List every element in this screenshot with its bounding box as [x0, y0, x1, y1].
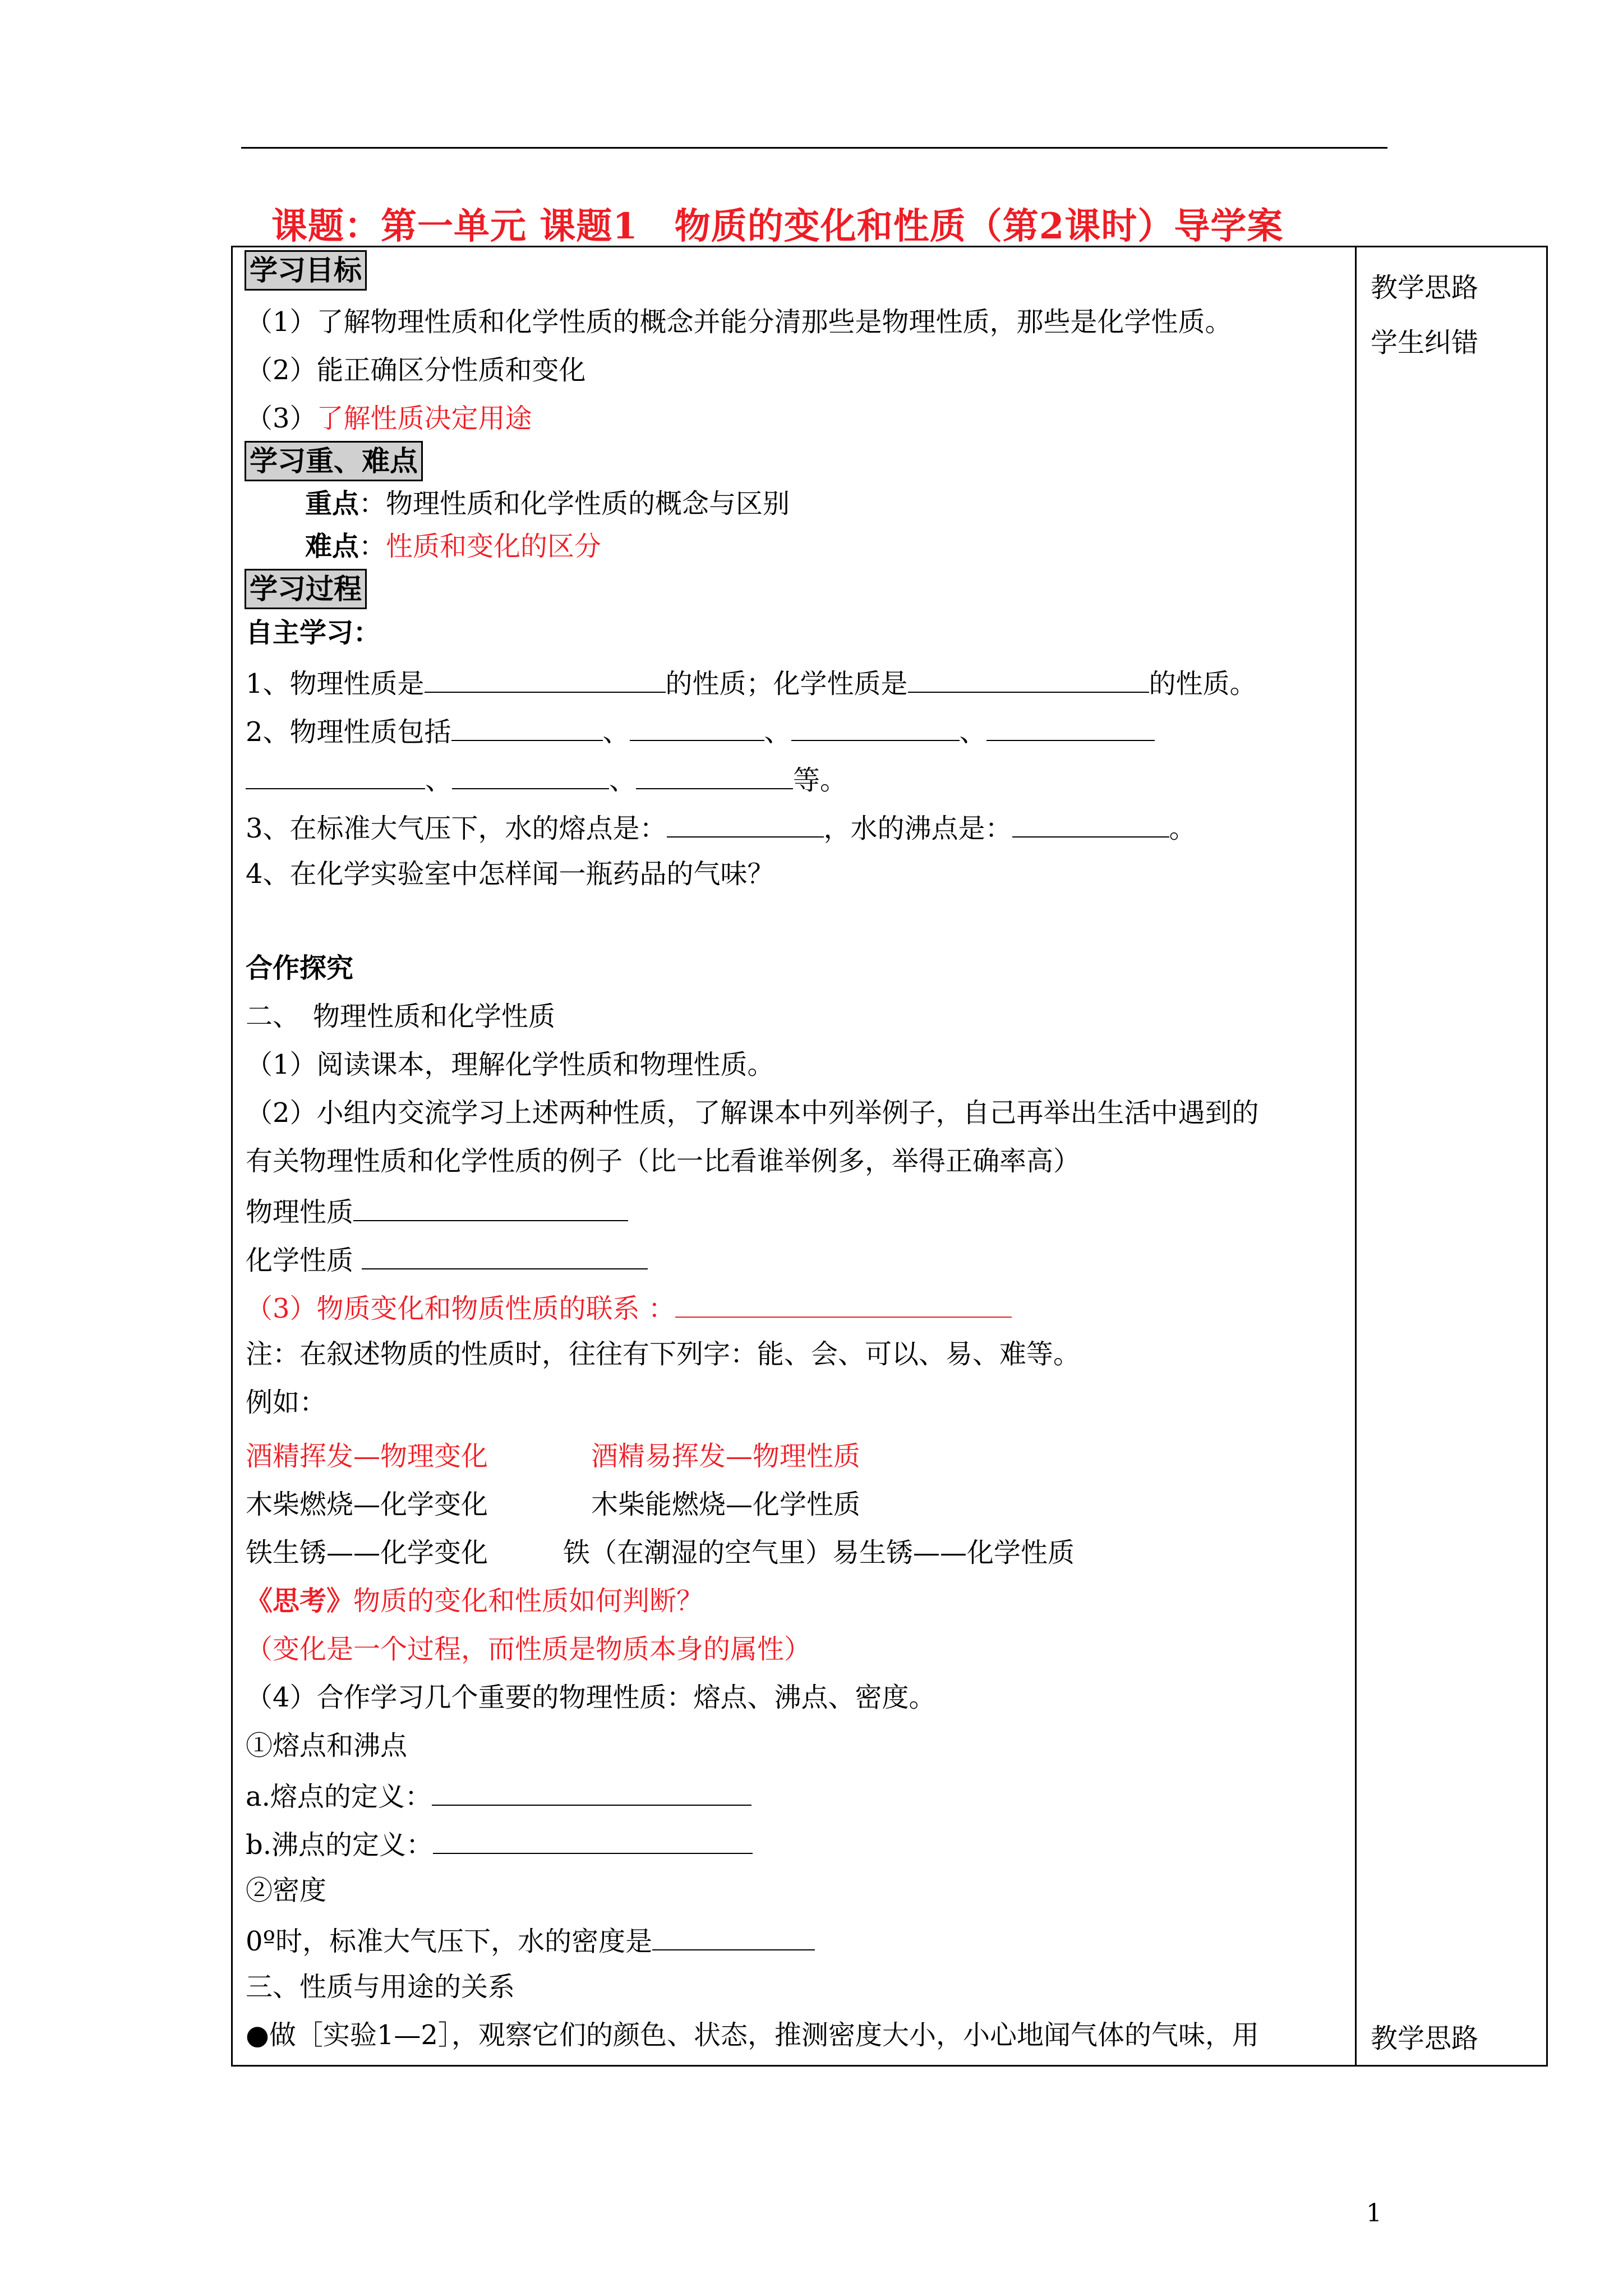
example-2-property: 木柴能燃烧—化学性质 — [591, 1489, 861, 1520]
coop-item-3-blank[interactable] — [675, 1292, 1012, 1318]
think-text: 物质的变化和性质如何判断？ — [353, 1585, 704, 1617]
key-point-text: 物理性质和化学性质的概念与区别 — [386, 488, 790, 519]
q3-blank-1[interactable] — [667, 812, 824, 838]
process-heading: 学习过程 — [245, 569, 367, 609]
q2-blank-6[interactable] — [452, 764, 609, 789]
coop-heading: 合作探究 — [246, 953, 354, 984]
example-1-change: 酒精挥发—物理变化 — [246, 1441, 488, 1472]
q2-blank-4[interactable] — [986, 716, 1155, 741]
q1-blank-1[interactable] — [425, 668, 666, 693]
q3-text-c: 。 — [1169, 813, 1196, 845]
goal-3 — [246, 405, 532, 432]
think-label: 《思考》 — [246, 1585, 354, 1617]
header-rule — [241, 147, 1387, 149]
self-study-heading: 自主学习： — [246, 617, 381, 648]
section-2-title: 二、 物理性质和化学性质 — [246, 1001, 556, 1032]
melting-point-blank[interactable] — [432, 1780, 751, 1806]
table-column-divider — [1355, 246, 1357, 2067]
q2-sep-2: 、 — [764, 716, 791, 748]
melting-point-label: a.熔点的定义： — [246, 1781, 432, 1813]
melting-point-definition — [246, 1780, 751, 1813]
physical-property-label: 物理性质 — [246, 1197, 354, 1228]
section-3-title: 三、性质与用途的关系 — [246, 1971, 515, 2003]
example-2-change: 木柴燃烧—化学变化 — [246, 1489, 488, 1520]
keypoints-heading: 学习重、难点 — [245, 441, 423, 481]
q2-end: 等。 — [793, 765, 847, 797]
density-heading: ②密度 — [246, 1875, 327, 1906]
q3-text-b: ，水的沸点是： — [823, 813, 1012, 845]
example-3-property: 铁（在潮湿的空气里）易生锈——化学性质 — [563, 1537, 1075, 1568]
q3-blank-2[interactable] — [1012, 812, 1169, 838]
question-4: 4、在化学实验室中怎样闻一瓶药品的气味？ — [246, 858, 774, 890]
density-text: 0º时，标准大气压下，水的密度是 — [246, 1926, 653, 1958]
q2-blank-3[interactable] — [791, 716, 960, 741]
goal-2: （2）能正确区分性质和变化 — [246, 355, 586, 386]
physical-property-line — [246, 1196, 628, 1226]
example-1-property: 酒精易挥发—物理性质 — [591, 1441, 861, 1472]
example-3-change: 铁生锈——化学变化 — [246, 1537, 488, 1568]
side-note-teaching-idea-2: 教学思路 — [1371, 2023, 1479, 2054]
q1-text-a: 1、物理性质是 — [246, 668, 425, 700]
q3-text-a: 3、在标准大气压下，水的熔点是： — [246, 813, 667, 845]
q2-blank-7[interactable] — [636, 764, 793, 789]
goals-heading: 学习目标 — [245, 250, 367, 291]
coop-item-3-text: （3）物质变化和物质性质的联系 ： — [246, 1293, 675, 1325]
chemical-property-blank[interactable] — [362, 1244, 648, 1269]
coop-item-2-line-1: （2）小组内交流学习上述两种性质，了解课本中列举例子，自己再举出生活中遇到的 — [246, 1097, 1259, 1129]
q2-blank-1[interactable] — [451, 716, 603, 741]
difficult-point-label: 难点 — [305, 531, 359, 562]
question-3 — [246, 812, 1196, 845]
coop-item-4: （4）合作学习几个重要的物理性质：熔点、沸点、密度。 — [246, 1682, 936, 1713]
key-point-label: 重点 — [305, 488, 359, 519]
boiling-point-label: b.沸点的定义： — [246, 1829, 433, 1861]
q2-text: 2、物理性质包括 — [246, 716, 451, 748]
q2-sep-1: 、 — [602, 716, 630, 748]
side-note-student-correction: 学生纠错 — [1371, 327, 1479, 358]
chemical-property-label: 化学性质 — [246, 1245, 362, 1277]
side-note-teaching-idea: 教学思路 — [1371, 272, 1479, 303]
question-2-line-2 — [246, 764, 847, 797]
melting-boiling-heading: ①熔点和沸点 — [246, 1730, 408, 1761]
q1-blank-2[interactable] — [908, 668, 1149, 693]
document-title: 课题：第一单元 课题1 物质的变化和性质（第2课时）导学案 — [271, 205, 1284, 247]
key-point-colon: ： — [359, 488, 386, 519]
q1-text-c: 的性质。 — [1149, 668, 1257, 700]
think-answer: （变化是一个过程，而性质是物质本身的属性） — [246, 1634, 811, 1665]
q2-sep-3: 、 — [959, 716, 986, 748]
q2-blank-2[interactable] — [630, 716, 764, 741]
think-question — [246, 1585, 704, 1617]
difficult-point — [305, 533, 601, 560]
coop-item-1: （1）阅读课本，理解化学性质和物理性质。 — [246, 1049, 774, 1080]
goal-1: （1）了解物理性质和化学性质的概念并能分清那些是物理性质，那些是化学性质。 — [246, 306, 1232, 338]
physical-property-blank[interactable] — [353, 1196, 628, 1221]
q2-blank-5[interactable] — [246, 764, 425, 789]
q2-sep-4: 、 — [425, 765, 453, 797]
example-label: 例如： — [246, 1387, 327, 1418]
q1-text-b: 的性质；化学性质是 — [665, 668, 908, 700]
boiling-point-blank[interactable] — [433, 1829, 753, 1854]
goal-3-text: 了解性质决定用途 — [316, 403, 532, 434]
difficult-point-text: 性质和变化的区分 — [386, 531, 602, 562]
coop-item-2-line-2: 有关物理性质和化学性质的例子（比一比看谁举例多，举得正确率高） — [246, 1145, 1081, 1177]
key-point — [305, 490, 790, 517]
experiment-line: ●做［实验1—2］，观察它们的颜色、状态，推测密度大小，小心地闻气体的气味，用 — [246, 2019, 1259, 2051]
note-line: 注：在叙述物质的性质时，往往有下列字：能、会、可以、易、难等。 — [246, 1338, 1081, 1370]
question-1 — [246, 668, 1257, 700]
boiling-point-definition — [246, 1829, 753, 1861]
coop-item-3 — [246, 1292, 1012, 1325]
density-question — [246, 1925, 815, 1958]
goal-3-prefix: （3） — [246, 403, 317, 434]
page-number: 1 — [1366, 2199, 1382, 2228]
question-2-line-1 — [246, 716, 1155, 746]
density-blank[interactable] — [652, 1925, 815, 1950]
difficult-point-colon: ： — [359, 531, 386, 562]
q2-sep-5: 、 — [609, 765, 637, 797]
chemical-property-line — [246, 1244, 648, 1277]
